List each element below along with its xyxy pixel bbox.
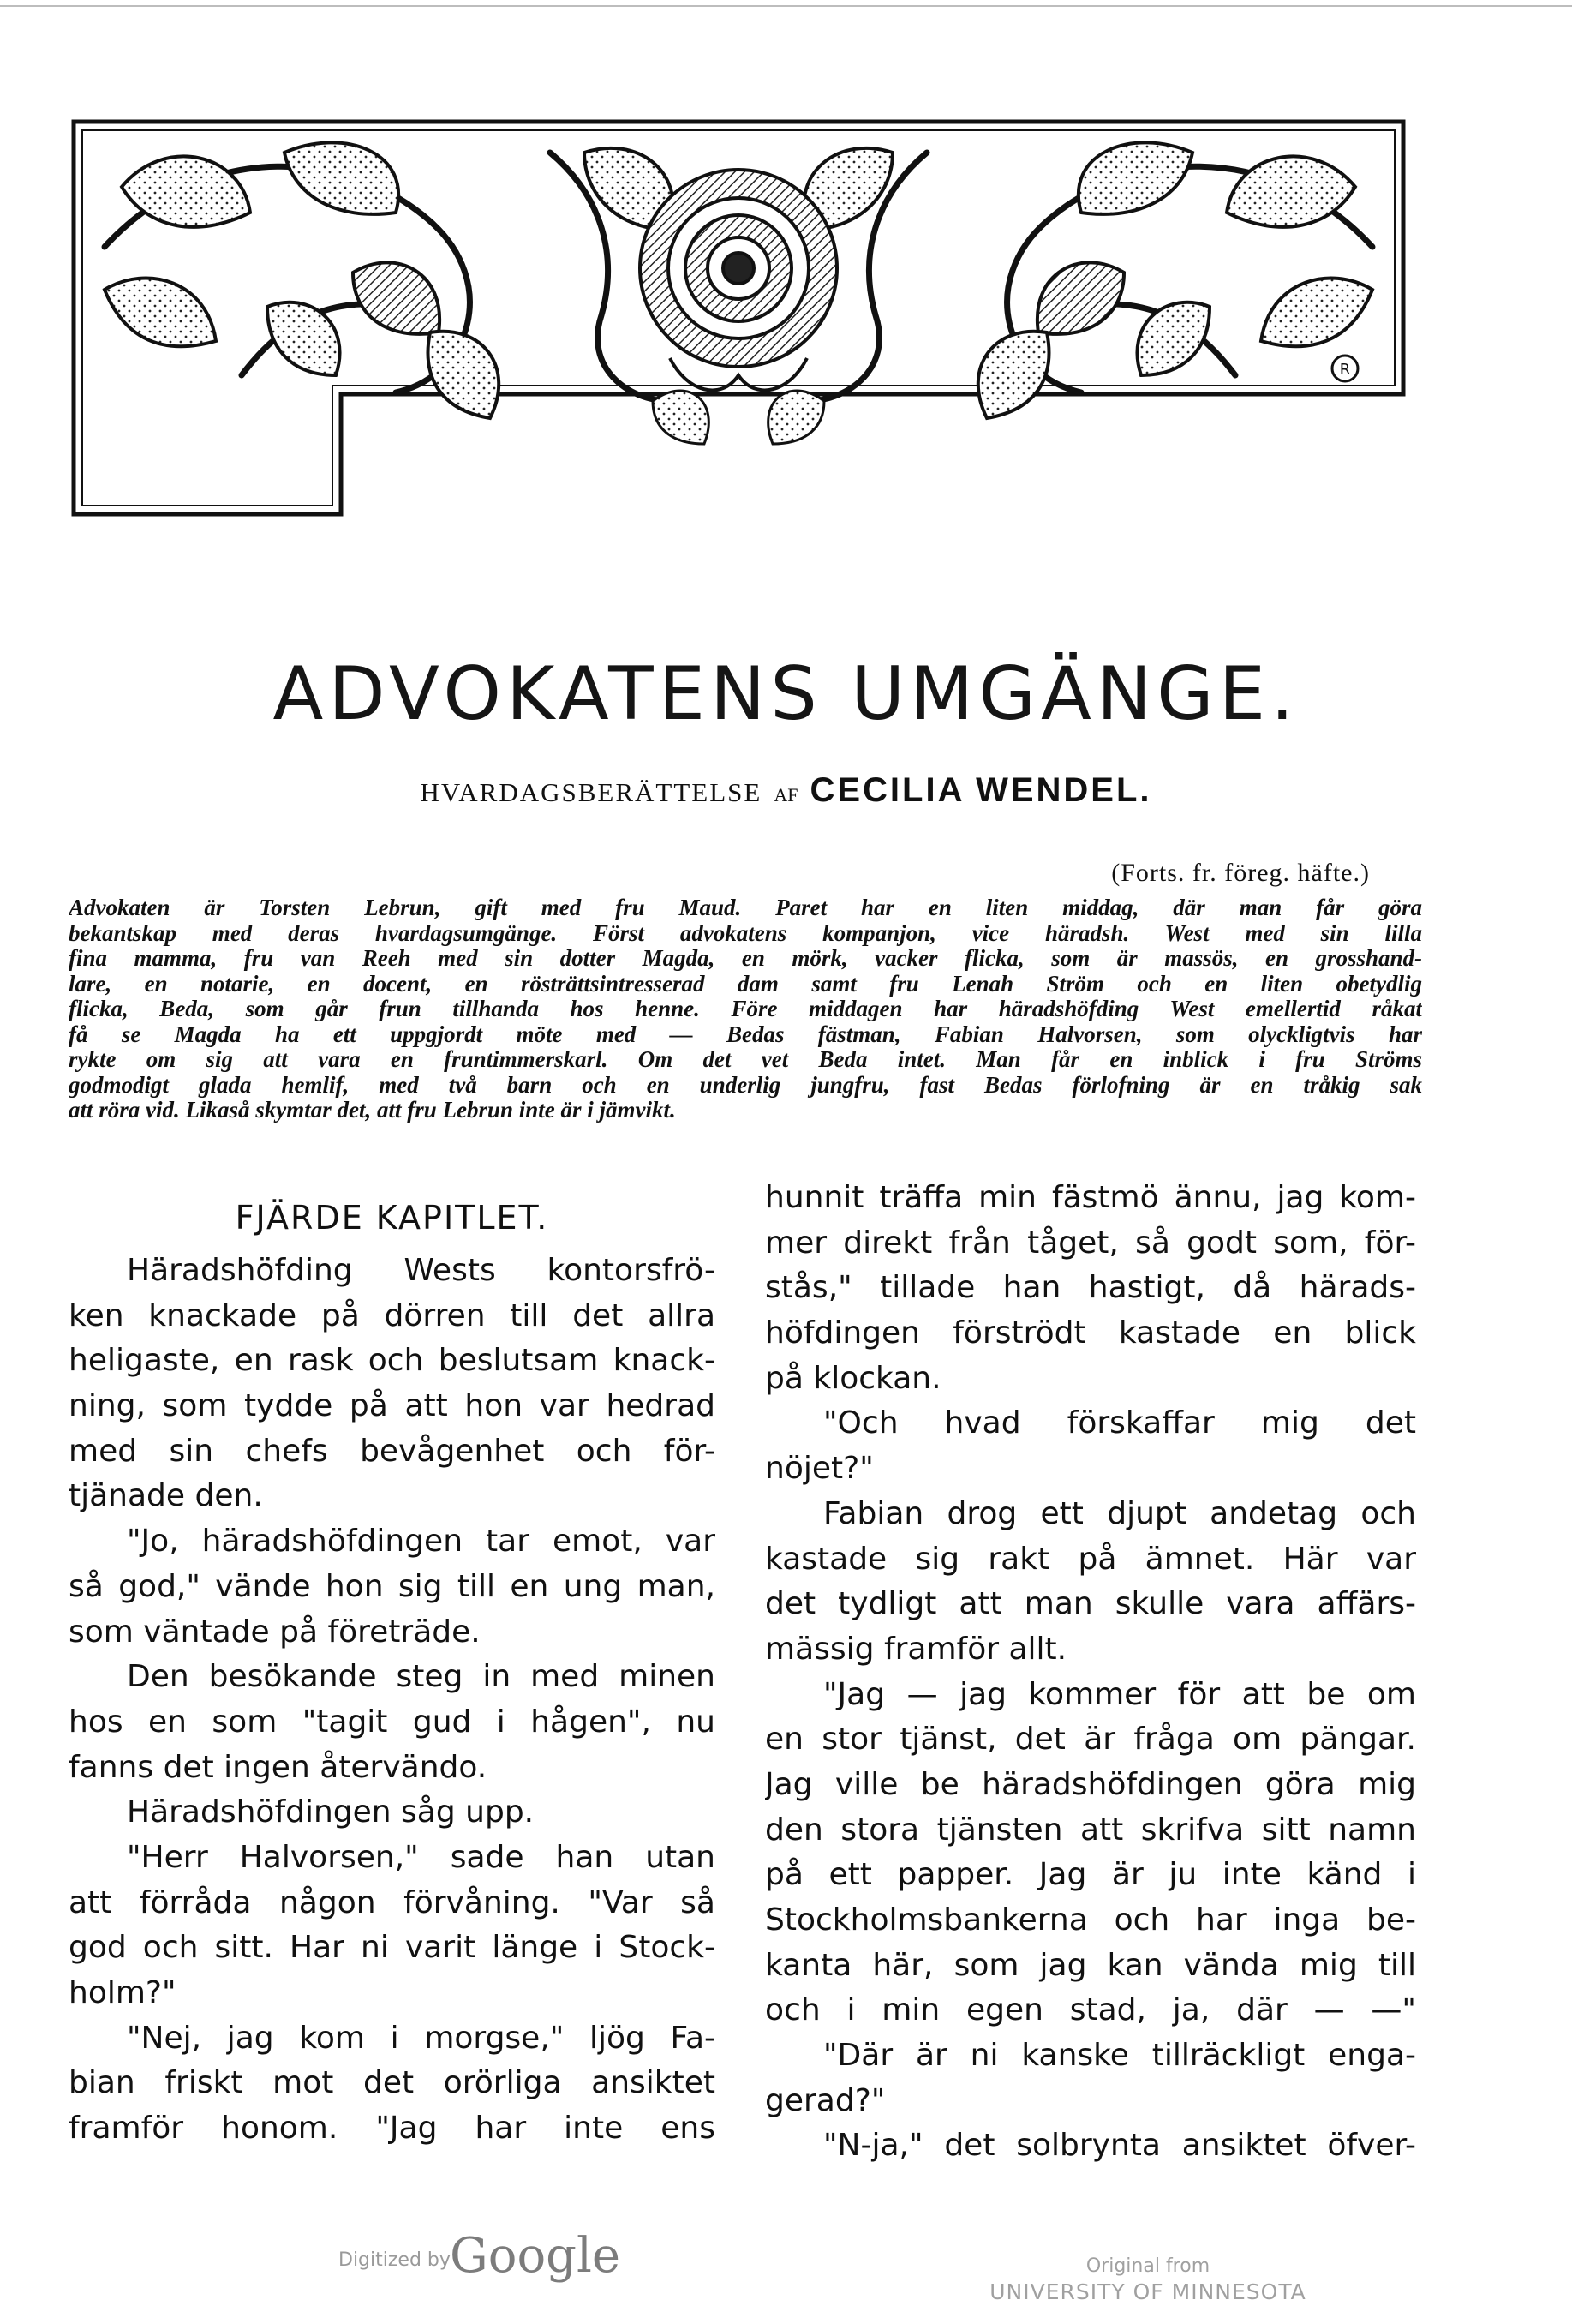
text-line: mer direkt från tåget, så godt som, för- xyxy=(765,1225,1416,1261)
text-line: "Där är ni kanske tillräckligt enga- xyxy=(823,2038,1416,2074)
text-line: Häradshöfding Wests kontorsfrö- xyxy=(127,1253,715,1288)
text-line: och i min egen stad, ja, där — —" xyxy=(765,1992,1416,2028)
text-line: Fabian drog ett djupt andetag och xyxy=(823,1495,1416,1531)
synopsis-line: få se Magda ha ett uppgjordt möte med — Bedas fästman, Fabian Halvorsen, som olyckligtvis har xyxy=(69,1021,1422,1047)
text-line: nöjet?" xyxy=(765,1451,874,1487)
text-line: kastade sig rakt på ämnet. Här var xyxy=(765,1541,1416,1577)
google-logo: Google xyxy=(450,2228,621,2284)
subtitle-af: AF xyxy=(774,784,798,806)
text-line: "Jag — jag kommer för att be om xyxy=(823,1676,1416,1712)
story-subtitle xyxy=(0,771,1572,810)
text-line: fanns det ingen återvändo. xyxy=(69,1749,487,1785)
text-line: framför honom. "Jag har inte ens xyxy=(69,2111,715,2147)
text-line: "Nej, jag kom i morgse," ljög Fa- xyxy=(127,2020,715,2056)
chapter-heading: FJÄRDE KAPITLET. xyxy=(235,1199,549,1237)
text-line: på klockan. xyxy=(765,1360,941,1396)
subtitle-author: CECILIA WENDEL. xyxy=(810,771,1152,809)
text-line: kanta här, som jag kan vända mig till xyxy=(765,1947,1416,1983)
story-title: ADVOKATENS UMGÄNGE. xyxy=(272,651,1300,737)
synopsis-line: lare, en notarie, en docent, en rösträttsintresserad dam samt fru Lenah Ström och en liten obetydlig xyxy=(69,971,1422,997)
text-line: "Herr Halvorsen," sade han utan xyxy=(127,1839,715,1875)
text-line: heligaste, en rask och beslutsam knack- xyxy=(69,1343,715,1379)
text-line: så god," vände hon sig till en ung man, xyxy=(69,1568,715,1604)
subtitle-kind: HVARDAGSBERÄTTELSE xyxy=(420,777,762,807)
text-line: det tydligt att man skulle vara affärs- xyxy=(765,1586,1416,1622)
text-line: hunnit träffa min fästmö ännu, jag kom- xyxy=(765,1180,1416,1215)
text-column-right xyxy=(765,1176,1416,2169)
text-line: god och sitt. Har ni varit länge i Stock- xyxy=(69,1930,715,1966)
text-line: ken knackade på dörren till det allra xyxy=(69,1297,715,1333)
text-line: "Och hvad förskaffar mig det xyxy=(823,1405,1416,1441)
text-line: Den besökande steg in med minen xyxy=(127,1659,715,1695)
text-line: den stora tjänsten att skrifva sitt namn xyxy=(765,1812,1416,1848)
text-line: hos en som "tagit gud i hågen", nu xyxy=(69,1704,715,1740)
text-line: med sin chefs bevågenhet och för- xyxy=(69,1433,715,1469)
text-line: stås," tillade han hastigt, då härads- xyxy=(765,1270,1416,1306)
synopsis-line: flicka, Beda, som går frun tillhanda hos henne. Före middagen har häradshöfding West emellertid råkat xyxy=(69,997,1422,1021)
text-line: holm?" xyxy=(69,1975,176,2010)
text-line: Jag ville be häradshöfdingen göra mig xyxy=(765,1766,1416,1802)
text-line: Häradshöfdingen såg upp. xyxy=(127,1794,535,1830)
ornamental-banner xyxy=(70,118,1407,521)
synopsis xyxy=(69,895,1422,1123)
original-from-label: Original from xyxy=(1085,2255,1210,2277)
synopsis-line: rykte om sig att vara en fruntimmerskarl. Om det vet Beda intet. Man får en inblick i fru Ströms xyxy=(69,1047,1422,1072)
text-line: "Jo, häradshöfdingen tar emot, var xyxy=(127,1524,715,1560)
text-line: att förråda någon förvåning. "Var så xyxy=(69,1884,715,1920)
text-line: "N-ja," det solbrynta ansiktet öfver- xyxy=(823,2128,1416,2164)
text-column-left xyxy=(69,1187,715,2152)
svg-text:R: R xyxy=(1339,361,1351,379)
text-line: höfdingen förströdt kastade en blick xyxy=(765,1315,1416,1351)
synopsis-line: bekantskap med deras hvardagsumgänge. Först advokatens kompanjon, vice häradsh. West med sin lilla xyxy=(69,920,1422,946)
synopsis-line: att röra vid. Likaså skymtar det, att fru Lebrun inte är i jämvikt. xyxy=(69,1098,676,1123)
text-line: gerad?" xyxy=(765,2082,886,2118)
digitized-by-label: Digitized by xyxy=(338,2249,451,2271)
synopsis-line: Advokaten är Torsten Lebrun, gift med fru Maud. Paret har en liten middag, där man får göra xyxy=(69,895,1422,920)
text-line: en stor tjänst, det är fråga om pängar. xyxy=(765,1722,1416,1758)
text-line: på ett papper. Jag är ju inte känd i xyxy=(765,1857,1416,1893)
text-line: mässig framför allt. xyxy=(765,1631,1067,1667)
text-line: tjänade den. xyxy=(69,1478,263,1514)
text-line: Stockholmsbankerna och har inga be- xyxy=(765,1902,1416,1938)
synopsis-line: fina mamma, fru van Reeh med sin dotter Magda, en mörk, vacker flicka, som är massös, en grosshand- xyxy=(69,946,1422,971)
text-line: ning, som tydde på att hon var hedrad xyxy=(69,1388,715,1424)
library-name: UNIVERSITY OF MINNESOTA xyxy=(989,2279,1306,2304)
text-line: som väntade på företräde. xyxy=(69,1614,481,1650)
text-line: bian friskt mot det orörliga ansiktet xyxy=(69,2065,715,2101)
top-rule xyxy=(0,5,1572,7)
continued-note: (Forts. fr. föreg. häfte.) xyxy=(1111,859,1370,887)
synopsis-line: godmodigt glada hemlif, med två barn och en underlig jungfru, fast Bedas förlofning är en tråkig sak xyxy=(69,1072,1422,1098)
